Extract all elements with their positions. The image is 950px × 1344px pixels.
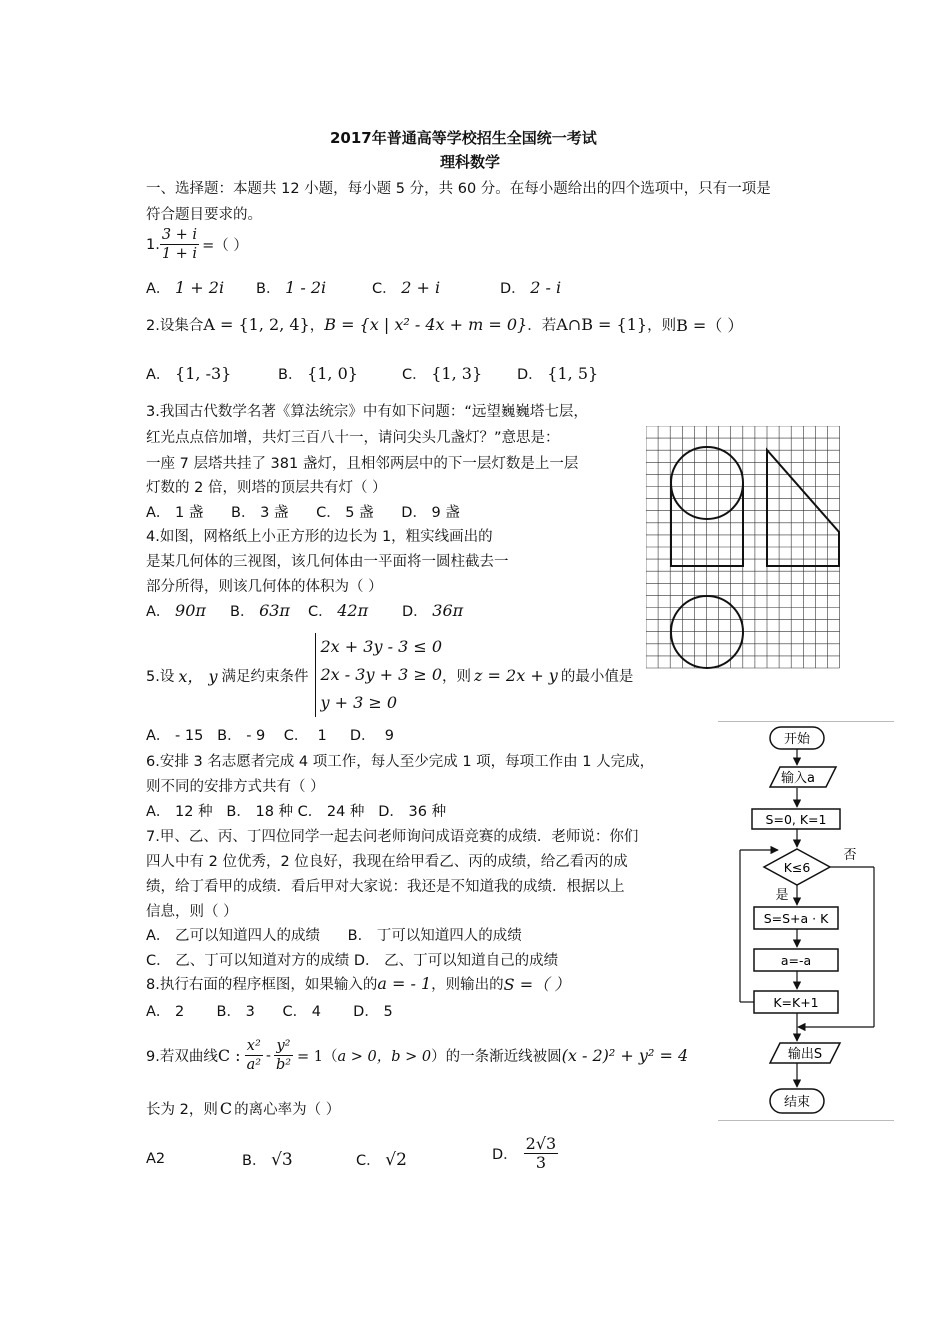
q9-text-a: 9.若双曲线 [146,1049,218,1065]
q3-line-1: 3.我国古代数学名著《算法统宗》中有如下问题：“远望巍巍塔七层， [146,404,588,420]
question-8 [146,972,570,995]
q9-frac-x: $\frac{\text{x²}}{\text{a²}}$ [246,1038,262,1073]
q7-line-3: 绩，给丁看甲的成绩．看后甲对大家说：我还是不知道我的成绩．根据以上 [146,879,625,895]
q9-curve-name: C : [217,1046,241,1065]
q9-circle: (x - 2)² + y² = 4 [561,1046,689,1065]
q7-line-2: 四人中有 2 位优秀，2 位良好，我现在给甲看乙、丙的成绩，给乙看丙的成 [146,854,628,870]
q2-cond: A∩B = {1} [556,315,648,334]
q2-text-a: 2.设集合 [146,318,204,334]
q8-text-a: 8.执行右面的程序框图，如果输入的 [146,977,378,993]
flow-no-label: 否 [843,848,857,863]
section-heading-line2: 符合题目要求的。 [146,207,262,223]
q2-set-b: B = {x | x² - 4x + m = 0} [324,315,528,334]
q6-line-1: 6.安排 3 名志愿者完成 4 项工作，每人至少完成 1 项，每项工作由 1 人完成， [146,754,655,770]
q1-option-d: D． 2 - i [500,278,562,297]
flow-input-label: 输入a [781,771,815,786]
q5-options: A． - 15 B． - 9 C． 1 D． 9 [146,728,394,744]
flow-output-label: 输出S [787,1047,823,1062]
section-heading-line1: 一、选择题：本题共 12 小题，每小题 5 分，共 60 分。在每小题给出的四个选项中，只有一项是 [146,181,771,197]
question-5 [146,633,633,717]
q1-tail: =（ ） [202,238,248,254]
q5-constraint-system [315,633,443,717]
q3-line-3: 一座 7 层塔共挂了 381 盏灯，且相邻两层中的下一层灯数是上一层 [146,456,579,472]
q9-line-2: 长为 2，则 C 的离心率为（ ） [146,1099,341,1118]
flow-step-2-label: a=-a [780,953,812,968]
q1-number: 1. [146,236,160,253]
q5-objective: z = 2x + y [474,665,558,685]
q3-line-2: 红光点点倍加增，共灯三百八十一，请问尖头几盏灯？”意思是： [146,430,560,446]
flow-init-label: S=0, K=1 [765,812,827,827]
q9-frac-y: $\frac{\text{y²}}{\text{b²}}$ [275,1038,292,1073]
q1-frac-den: 1 + i [161,246,198,262]
q4-option-d: D． 36π [402,601,464,620]
q4-option-b: B． 63π [230,601,290,620]
q4-line-1: 4.如图，网格纸上小正方形的边长为 1，粗实线画出的 [146,529,493,545]
q9-text-b: ）的一条渐近线被圆 [431,1049,562,1065]
q5-constraint-1: 2x + 3y - 3 ≤ 0 [320,637,443,656]
q2-ask: B =（ ） [676,316,744,335]
q3-line-4: 灯数的 2 倍，则塔的顶层共有灯（ ） [146,480,387,496]
flowchart [718,721,894,1121]
q1-option-b: B． 1 - 2i [256,278,327,297]
three-view-figure [646,426,846,678]
front-view-circle [671,447,743,519]
q5-constraint-2: 2x - 3y + 3 ≥ 0 [320,665,443,684]
q7-options-cd: C． 乙、丁可以知道对方的成绩 D． 乙、丁可以知道自己的成绩 [146,953,559,969]
q1-option-a: A． 1 + 2i [146,278,225,297]
q6-options: A． 12 种 B． 18 种 C． 24 种 D． 36 种 [146,804,447,820]
flow-step-1-label: S=S+a · K [763,911,829,926]
q1-fraction [160,226,199,263]
flow-step-3-label: K=K+1 [773,995,819,1010]
q2-set-a: A = {1, 2, 4} [203,315,310,334]
q9-eq: = 1（ [297,1049,338,1065]
flow-start-label: 开始 [783,732,811,747]
q5-text-b: 满足约束条件 [221,668,309,685]
q5-text-d: 的最小值是 [560,668,634,685]
question-9 [146,1037,688,1074]
q2-text-b: ．若 [527,318,557,334]
q8-input: a = - 1 [377,974,432,993]
q4-line-2: 是某几何体的三视图，该几何体由一平面将一圆柱截去一 [146,554,509,570]
q1-frac-num: 3 + i [161,227,198,243]
q2-sep: ， [309,318,325,334]
flow-end-label: 结束 [783,1095,811,1110]
q2-text-c: ，则 [647,318,677,334]
question-2 [146,313,743,336]
q2-option-b: B． {1, 0} [278,364,358,383]
front-view-rect [671,483,743,566]
q9-minus: - [266,1047,271,1064]
q1-option-c: C． 2 + i [372,278,441,297]
question-1 [146,226,248,263]
q5-text-c: ，则 [442,668,472,685]
q8-options: A． 2 B． 3 C． 4 D． 5 [146,1004,393,1020]
q4-option-a: A． 90π [146,601,206,620]
q5-vars: x， y [178,666,218,686]
q8-text-b: ，则输出的 [431,977,504,993]
q2-option-d: D． {1, 5} [517,364,599,383]
q9-option-c: C． √2 [356,1150,407,1170]
q7-line-1: 7.甲、乙、丙、丁四位同学一起去问老师询问成语竞赛的成绩．老师说：你们 [146,829,639,845]
q4-line-3: 部分所得，则该几何体的体积为（ ） [146,579,383,595]
q5-constraint-3: y + 3 ≥ 0 [320,693,398,712]
q4-option-c: C． 42π [308,601,369,620]
q8-output: S =（ ） [503,975,571,994]
q7-line-4: 信息，则（ ） [146,904,238,920]
q9-option-b: B． √3 [242,1150,293,1170]
q9-option-a: A2 [146,1151,166,1167]
q9-option-d: D． $\frac{2√3}{3}$ [492,1134,557,1172]
flow-decision-label: K≤6 [783,860,811,875]
q7-options-ab: A． 乙可以知道四人的成绩 B． 丁可以知道四人的成绩 [146,928,522,944]
exam-subtitle: 理科数学 [440,153,501,171]
exam-title: 2017年普通高等学校招生全国统一考试 [330,129,597,147]
q9-cond: a > 0，b > 0 [337,1049,432,1065]
q6-line-2: 则不同的安排方式共有（ ） [146,779,325,795]
q5-text-a: 5.设 [146,668,175,685]
flow-yes-label: 是 [775,888,789,903]
q3-options: A． 1 盏 B． 3 盏 C． 5 盏 D． 9 盏 [146,505,460,521]
q2-option-c: C． {1, 3} [402,364,483,383]
q2-option-a: A． {1, -3} [146,364,232,383]
